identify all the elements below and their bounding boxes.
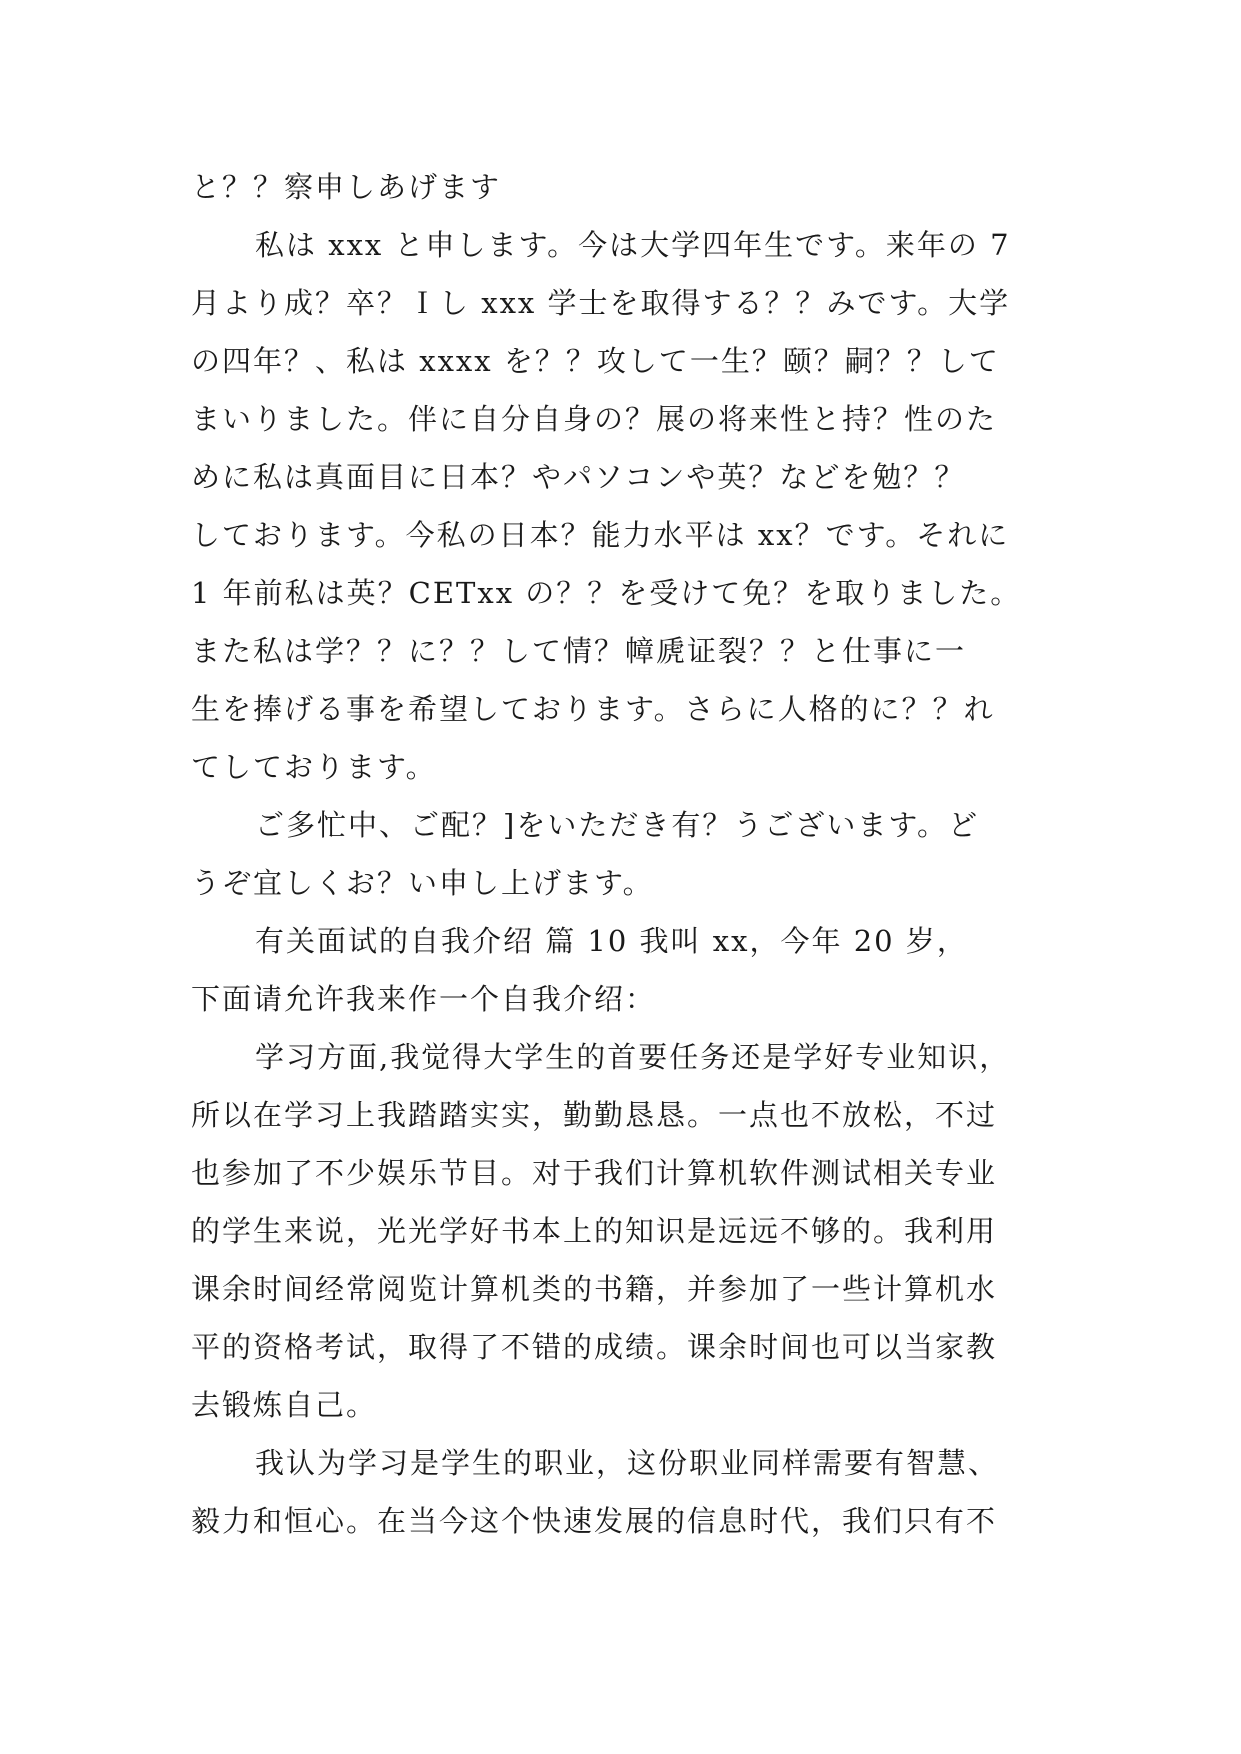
text-line: まいりました。伴に自分自身の？展の将来性と持？性のた	[191, 402, 998, 436]
text-line: 有关面试的自我介绍 篇 10 我叫 xx，今年 20 岁，	[255, 924, 968, 958]
text-line: 课余时间经常阅览计算机类的书籍，并参加了一些计算机水	[191, 1272, 998, 1306]
text-line: 平的资格考试，取得了不错的成绩。课余时间也可以当家教	[191, 1330, 998, 1364]
text-line: 下面请允许我来作一个自我介绍：	[191, 982, 657, 1016]
text-line: 月より成？卒？Ｉし xxx 学士を取得する？？みです。大学	[191, 286, 1011, 320]
text-line: 所以在学习上我踏踏实实，勤勤恳恳。一点也不放松，不过	[191, 1098, 998, 1132]
text-line: 我认为学习是学生的职业，这份职业同样需要有智慧、	[255, 1446, 1000, 1480]
text-line: また私は学？？に？？して情？幛虒证裂？？と仕事に一	[191, 634, 967, 668]
text-line: 的学生来说，光光学好书本上的知识是远远不够的。我利用	[191, 1214, 998, 1248]
text-line: の四年？、私は xxxx を？？攻して一生？颐？嗣？？して	[191, 344, 1000, 378]
text-line: 毅力和恒心。在当今这个快速发展的信息时代，我们只有不	[191, 1504, 998, 1538]
text-line: 生を捧げる事を希望しております。さらに人格的に？？れ	[191, 692, 995, 726]
text-line: てしております。	[191, 750, 437, 784]
text-line: 学习方面,我觉得大学生的首要任务还是学好专业知识，	[255, 1040, 1011, 1074]
text-line: 也参加了不少娱乐节目。对于我们计算机软件测试相关专业	[191, 1156, 998, 1190]
text-line: 1 年前私は英？CETxx の？？を受けて免？を取りました。	[191, 576, 1022, 610]
text-line: 私は xxx と申します。今は大学四年生です。来年の 7	[255, 228, 1011, 262]
text-line: ご多忙中、ご配？]をいただき有？うございます。ど	[255, 808, 979, 842]
text-line: 去锻炼自己。	[191, 1388, 378, 1422]
text-line: うぞ宜しくお？い申し上げます。	[191, 866, 654, 900]
text-line: しております。今私の日本？能力水平は xx？です。それに	[191, 518, 1010, 552]
document-body-text	[191, 158, 1071, 1550]
text-line: と？？察申しあげます	[191, 170, 502, 204]
text-line: めに私は真面目に日本？やパソコンや英？などを勉？？	[191, 460, 966, 494]
